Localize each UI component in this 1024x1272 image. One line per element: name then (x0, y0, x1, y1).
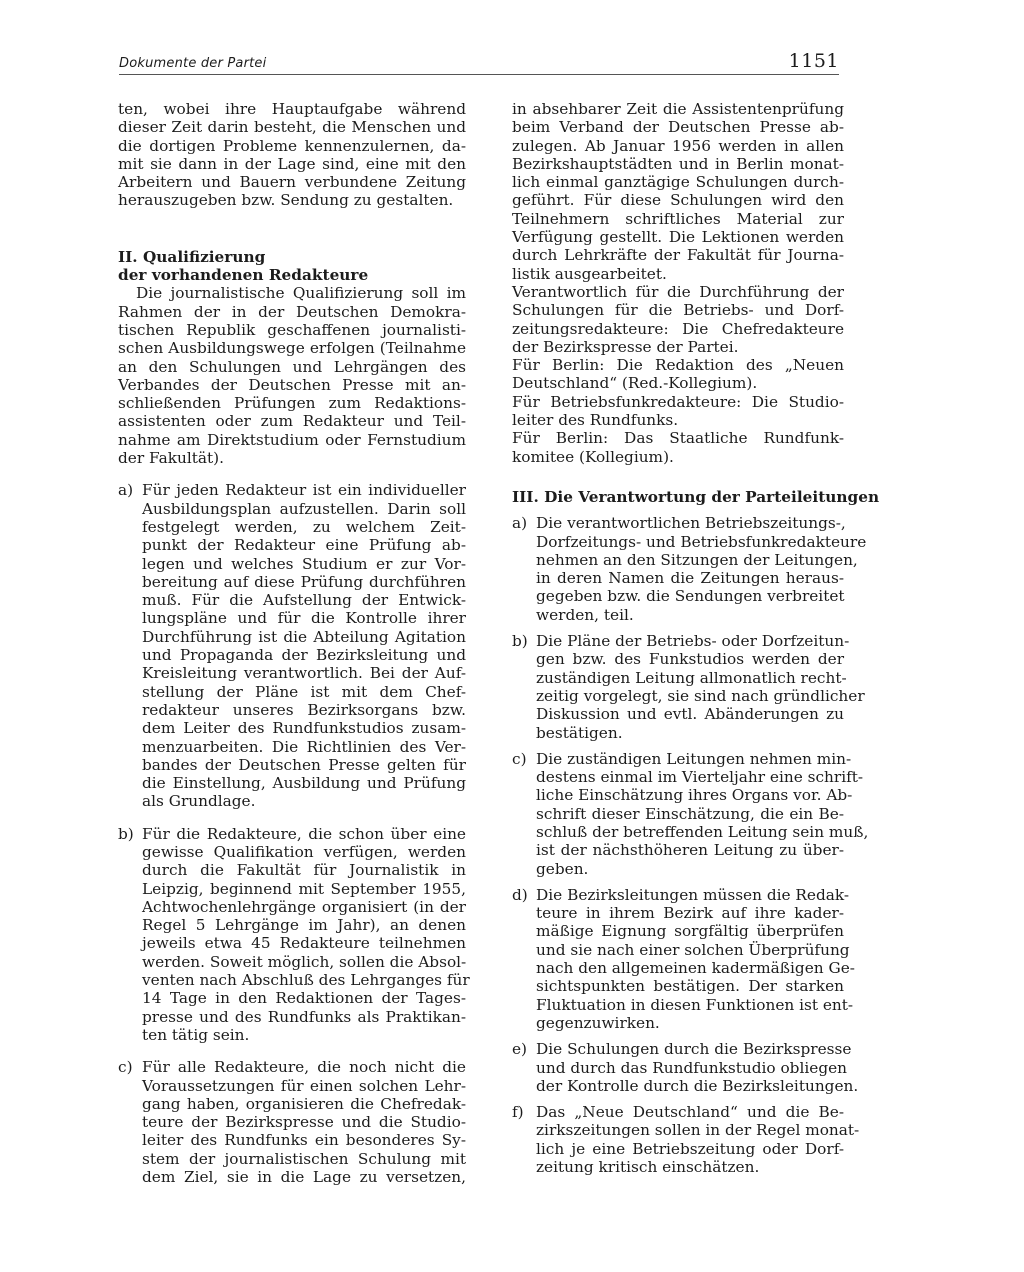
text-line: Für Berlin: Das Staatliche Rundfunk- (512, 429, 844, 448)
text-line: komitee (Kollegium). (512, 447, 674, 466)
text-line: Durchführung ist die Abteilung Agitation (142, 627, 466, 646)
text-line: schrift dieser Einschätzung, die ein Be- (536, 804, 844, 823)
text-line: gang haben, organisieren die Chefredak- (142, 1094, 466, 1113)
item-label: b) (118, 824, 134, 843)
item-label: e) (512, 1040, 528, 1059)
section-heading-iii: III. Die Verantwortung der Parteileitungen (512, 487, 880, 506)
text-line: tischen Republik geschaffenen journalisti- (118, 320, 466, 339)
text-line: stellung der Pläne ist mit dem Chef- (142, 682, 466, 701)
text-line: Die zuständigen Leitungen nehmen min- (536, 749, 852, 768)
right-column (512, 100, 880, 1177)
text-line: nehmen an den Sitzungen der Leitungen, (536, 550, 858, 569)
text-line: Die Schulungen durch die Bezirkspresse (536, 1040, 852, 1059)
text-line: Regel 5 Lehrgänge im Jahr), an denen (142, 916, 466, 935)
text-line: Die verantwortlichen Betriebszeitungs-, (536, 514, 846, 533)
text-line: gen bzw. des Funkstudios werden der (536, 650, 844, 669)
item-label: b) (512, 632, 528, 651)
text-line: Schulungen für die Betriebs- und Dorf- (512, 301, 844, 320)
text-line: Deutschland“ (Red.-Kollegium). (512, 374, 758, 393)
list-item-f (512, 1103, 860, 1177)
text-line: nach den allgemeinen kadermäßigen Ge- (536, 959, 855, 978)
list-item-b (512, 632, 865, 742)
text-line: schluß der betreffenden Leitung sein muß, (536, 822, 869, 841)
heading-line: II. Qualifizierung (118, 247, 266, 266)
text-line: punkt der Redakteur eine Prüfung ab- (142, 536, 466, 555)
text-line: Für jeden Redakteur ist ein individueller (142, 481, 466, 500)
text-line: werden. Soweit möglich, sollen die Absol- (142, 952, 467, 971)
text-line: Das „Neue Deutschland“ und die Be- (536, 1103, 844, 1122)
text-line: Teilnehmern schriftliches Material zur (512, 209, 844, 228)
list-item-c (118, 1058, 466, 1186)
continued-paragraph (512, 100, 844, 466)
text-line: Für alle Redakteure, die noch nicht die (142, 1058, 466, 1077)
text-line: dem Ziel, sie in die Lage zu versetzen, (142, 1168, 466, 1187)
text-line: Ausbildungsplan aufzustellen. Darin soll (142, 499, 466, 518)
text-line: leiter des Rundfunks ein besonderes Sy- (142, 1131, 466, 1150)
text-line: Die Bezirksleitungen müssen die Redak- (536, 885, 850, 904)
text-line: der Fakultät). (118, 449, 224, 468)
text-line: Für die Redakteure, die schon über eine (142, 824, 466, 843)
list-item-a (512, 514, 867, 624)
text-line: ten, wobei ihre Hauptaufgabe während (118, 100, 466, 118)
text-line: lich einmal ganztägige Schulungen durch- (512, 173, 844, 192)
text-line: liche Einschätzung ihres Organs vor. Ab- (536, 786, 853, 805)
header-rule (119, 74, 839, 75)
text-line: lungspläne und für die Kontrolle ihrer (142, 609, 466, 628)
text-line: redakteur unseres Bezirksorgans bzw. (142, 700, 466, 719)
text-line: beim Verband der Deutschen Presse ab- (512, 118, 844, 137)
text-line: gewisse Qualifikation verfügen, werden (142, 842, 466, 861)
page-number: 1151 (788, 50, 839, 72)
list-item-b (118, 824, 470, 1045)
text-line: in absehbarer Zeit die Assistentenprüfung (512, 100, 844, 118)
text-line: bereitung auf diese Prüfung durchführen (142, 572, 466, 591)
text-line: Verantwortlich für die Durchführung der (512, 282, 844, 301)
text-line: zirkszeitungen sollen in der Regel monat- (536, 1121, 860, 1140)
text-line: muß. Für die Aufstellung der Entwick- (142, 591, 466, 610)
item-label: d) (512, 885, 528, 904)
text-line: jeweils etwa 45 Redakteure teilnehmen (142, 934, 466, 953)
text-line: mäßige Eignung sorgfältig überprüfen (536, 922, 844, 941)
text-line: der Bezirkspresse der Partei. (512, 337, 739, 356)
item-label: a) (118, 481, 134, 500)
text-line: Die Pläne der Betriebs- oder Dorfzeitun- (536, 632, 850, 651)
text-line: mit sie dann in der Lage sind, eine mit den (118, 154, 466, 173)
text-line: und durch das Rundfunkstudio obliegen (536, 1058, 848, 1077)
text-line: zulegen. Ab Januar 1956 werden in allen (512, 136, 844, 155)
text-line: presse und des Rundfunks als Praktikan- (142, 1007, 466, 1026)
text-line: 14 Tage in den Redaktionen der Tages- (142, 989, 466, 1008)
text-line: menzuarbeiten. Die Richtlinien des Ver- (142, 737, 466, 756)
text-line: Fluktuation in diesen Funktionen ist ent- (536, 995, 854, 1014)
text-line: in deren Namen die Zeitungen heraus- (536, 569, 844, 588)
heading-line: der vorhandenen Redakteure (118, 266, 369, 285)
text-line: durch die Fakultät für Journalistik in (142, 861, 466, 880)
text-line: teure der Bezirkspresse und die Studio- (142, 1113, 466, 1132)
text-line: ist der nächsthöheren Leitung zu über- (536, 841, 844, 860)
text-line: zeitig vorgelegt, sie sind nach gründlicher (536, 686, 865, 705)
text-line: durch Lehrkräfte der Fakultät für Journa- (512, 246, 844, 265)
text-line: Bezirkshauptstädten und in Berlin monat- (512, 154, 844, 173)
text-line: Für Berlin: Die Redaktion des „Neuen (512, 356, 844, 375)
text-line: geführt. Für diese Schulungen wird den (512, 191, 844, 210)
text-line: dieser Zeit darin besteht, die Menschen und (118, 118, 466, 137)
text-line: lich je eine Betriebszeitung oder Dorf- (536, 1139, 844, 1158)
text-line: schen Ausbildungswege erfolgen (Teilnahme (118, 339, 466, 358)
text-line: geben. (536, 859, 589, 878)
text-line: bestätigen. (536, 723, 623, 742)
text-line: die dortigen Probleme kennenzulernen, da- (118, 136, 466, 155)
left-column (118, 100, 470, 1187)
section-ii-paragraph (118, 284, 466, 467)
text-line: stem der journalistischen Schulung mit (142, 1149, 466, 1168)
text-line: zeitung kritisch einschätzen. (536, 1158, 760, 1177)
text-line: destens einmal im Vierteljahr eine schrift- (536, 768, 864, 787)
text-line: bandes der Deutschen Presse gelten für (142, 755, 466, 774)
text-line: Diskussion und evtl. Abänderungen zu (536, 705, 844, 724)
text-line: der Kontrolle durch die Bezirksleitungen. (536, 1076, 859, 1095)
item-label: c) (512, 749, 527, 768)
text-line: venten nach Abschluß des Lehrganges für (142, 971, 470, 990)
intro-paragraph (118, 100, 466, 210)
text-line: Kreisleitung verantwortlich. Bei der Auf- (142, 664, 466, 683)
section-heading-ii (118, 248, 466, 285)
item-label: c) (118, 1058, 133, 1077)
text-line: und sie nach einer solchen Überprüfung (536, 940, 850, 959)
text-line: festgelegt werden, zu welchem Zeit- (142, 517, 466, 536)
list-item-d (512, 885, 855, 1032)
text-line: Arbeitern und Bauern verbundene Zeitung (118, 173, 466, 192)
text-line: gegeben bzw. die Sendungen verbreitet (536, 587, 845, 606)
list-item-a (118, 481, 466, 810)
text-line: und Propaganda der Bezirksleitung und (142, 646, 466, 665)
text-line: nahme am Direktstudium oder Fernstudium (118, 430, 466, 449)
text-line: Voraussetzungen für einen solchen Lehr- (142, 1076, 466, 1095)
text-line: Dorfzeitungs- und Betriebsfunkredakteure (536, 532, 867, 551)
text-line: Die journalistische Qualifizierung soll im (136, 284, 466, 303)
list-item-e (512, 1040, 859, 1095)
item-label: f) (512, 1103, 524, 1122)
text-line: assistenten oder zum Redakteur und Teil- (118, 412, 466, 431)
text-line: dem Leiter des Rundfunkstudios zusam- (142, 719, 466, 738)
running-title: Dokumente der Partei (119, 56, 267, 71)
text-line: Verfügung gestellt. Die Lektionen werden (512, 228, 844, 247)
text-line: Achtwochenlehrgänge organisiert (in der (142, 897, 466, 916)
text-line: ten tätig sein. (142, 1025, 250, 1044)
text-line: Für Betriebsfunkredakteure: Die Studio- (512, 392, 844, 411)
text-line: sichtspunkten bestätigen. Der starken (536, 977, 844, 996)
text-line: teure in ihrem Bezirk auf ihre kader- (536, 904, 844, 923)
text-line: zeitungsredakteure: Die Chefredakteure (512, 319, 844, 338)
text-line: Leipzig, beginnend mit September 1955, (142, 879, 466, 898)
text-line: schließenden Prüfungen zum Redaktions- (118, 394, 466, 413)
item-label: a) (512, 514, 528, 533)
text-line: herauszugeben bzw. Sendung zu gestalten. (118, 191, 454, 210)
text-line: listik ausgearbeitet. (512, 264, 667, 283)
text-line: die Einstellung, Ausbildung und Prüfung (142, 774, 466, 793)
text-line: als Grundlage. (142, 792, 256, 811)
text-line: werden, teil. (536, 605, 634, 624)
text-line: leiter des Rundfunks. (512, 411, 679, 430)
text-line: Verbandes der Deutschen Presse mit an- (118, 375, 466, 394)
page-header (119, 50, 839, 76)
text-line: Rahmen der in der Deutschen Demokra- (118, 302, 466, 321)
text-line: gegenzuwirken. (536, 1013, 660, 1032)
text-line: zuständigen Leitung allmonatlich recht- (536, 668, 847, 687)
text-line: legen und welches Studium er zur Vor- (142, 554, 466, 573)
text-line: an den Schulungen und Lehrgängen des (118, 357, 466, 376)
list-item-c (512, 749, 869, 878)
